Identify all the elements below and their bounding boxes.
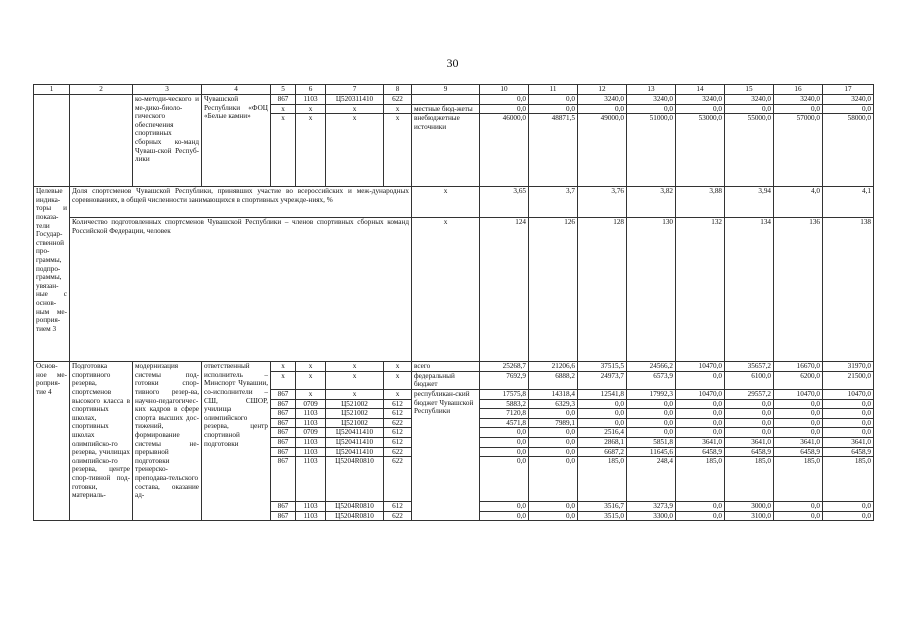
table-cell: х <box>326 389 384 399</box>
value-cell: 3,88 <box>676 187 725 218</box>
column-number: 13 <box>627 85 676 95</box>
table-cell: 612 <box>384 437 412 447</box>
value-cell: 3000,0 <box>725 502 774 512</box>
value-cell: 0,0 <box>676 418 725 428</box>
value-cell: 21500,0 <box>823 371 874 389</box>
value-cell: 3240,0 <box>627 95 676 105</box>
value-cell: 6573,9 <box>627 371 676 389</box>
value-cell: 128 <box>578 218 627 362</box>
value-cell: 37515,5 <box>578 362 627 372</box>
value-cell: 0,0 <box>529 502 578 512</box>
table-cell: Ц520411410 <box>326 428 384 438</box>
value-cell: 10470,0 <box>774 389 823 399</box>
value-cell: 0,0 <box>676 511 725 521</box>
event-title: Основ-ное ме-роприя-тие 4 <box>34 362 70 521</box>
value-cell: 185,0 <box>774 457 823 502</box>
value-cell: 48871,5 <box>529 114 578 187</box>
value-cell: 6458,9 <box>774 447 823 457</box>
table-cell: 867 <box>271 399 296 409</box>
table-cell: 1103 <box>296 409 326 419</box>
indicator-text: Доля спортсменов Чувашской Республики, принявших участие во всероссийских и меж-дународных соревнованиях, в общей численности занимающихся в спортивных учрежде-ниях, % <box>70 187 412 218</box>
executor: Чувашской Республики «ФОЦ «Белые камни» <box>202 95 271 187</box>
value-cell: 0,0 <box>823 428 874 438</box>
table-cell: 867 <box>271 389 296 399</box>
value-cell: 6458,9 <box>676 447 725 457</box>
table-cell: Ц5204R0810 <box>326 502 384 512</box>
table-cell: х <box>326 104 384 114</box>
value-cell: 3,94 <box>725 187 774 218</box>
value-cell: 16670,0 <box>774 362 823 372</box>
value-cell: 3641,0 <box>676 437 725 447</box>
value-cell: 0,0 <box>480 457 529 502</box>
value-cell: 0,0 <box>774 399 823 409</box>
value-cell: 3100,0 <box>725 511 774 521</box>
value-cell: 0,0 <box>529 447 578 457</box>
value-cell: 49000,0 <box>578 114 627 187</box>
table-cell: 867 <box>271 457 296 502</box>
table-cell: 622 <box>384 418 412 428</box>
value-cell: 0,0 <box>725 399 774 409</box>
value-cell: 126 <box>529 218 578 362</box>
value-cell: 0,0 <box>480 104 529 114</box>
value-cell: 0,0 <box>627 428 676 438</box>
value-cell: 0,0 <box>774 104 823 114</box>
table-cell: 867 <box>271 511 296 521</box>
value-cell: 130 <box>627 218 676 362</box>
table-cell: х <box>412 218 480 362</box>
table-cell: Ц520311410 <box>326 95 384 105</box>
table-cell: Ц5204R0810 <box>326 457 384 502</box>
value-cell: 0,0 <box>578 104 627 114</box>
table-cell: х <box>384 114 412 187</box>
table-cell: 867 <box>271 437 296 447</box>
value-cell: 0,0 <box>676 104 725 114</box>
value-cell: 3,65 <box>480 187 529 218</box>
table-cell: х <box>326 362 384 372</box>
value-cell: 3,82 <box>627 187 676 218</box>
value-cell: 6458,9 <box>823 447 874 457</box>
column-number: 14 <box>676 85 725 95</box>
value-cell: 132 <box>676 218 725 362</box>
value-cell: 0,0 <box>529 409 578 419</box>
table-cell: х <box>326 114 384 187</box>
value-cell: 0,0 <box>480 447 529 457</box>
table-cell: 867 <box>271 418 296 428</box>
event-description: ко-методи-ческого и ме-дико-биоло-гического обеспечения спортивных сборных ко-манд Чуваш-ской Респуб-лики <box>133 95 202 187</box>
value-cell: 0,0 <box>676 502 725 512</box>
value-cell: 0,0 <box>676 371 725 389</box>
value-cell: 3240,0 <box>774 95 823 105</box>
value-cell: 0,0 <box>725 104 774 114</box>
table-cell: х <box>296 371 326 389</box>
table-cell: 612 <box>384 409 412 419</box>
event-name: Подготовка спортивного резерва, спортсменов высокого класса в спортивных школах, спортивных школах олимпийско-го резерва, училищах олимпийско-го резерва, центре спор-тивной под-готовки, материаль- <box>70 362 133 521</box>
value-cell: 12541,8 <box>578 389 627 399</box>
column-number: 8 <box>384 85 412 95</box>
value-cell: 3515,0 <box>578 511 627 521</box>
table-cell: х <box>296 362 326 372</box>
value-cell: 3240,0 <box>823 95 874 105</box>
value-cell: 3641,0 <box>725 437 774 447</box>
value-cell: 57000,0 <box>774 114 823 187</box>
value-cell: 0,0 <box>823 502 874 512</box>
table-cell: 622 <box>384 95 412 105</box>
value-cell: 0,0 <box>627 399 676 409</box>
table-cell: 0709 <box>296 428 326 438</box>
table-cell: х <box>296 389 326 399</box>
table-cell: 867 <box>271 95 296 105</box>
table-cell: 867 <box>271 447 296 457</box>
table-cell: 1103 <box>296 502 326 512</box>
table-cell: 867 <box>271 428 296 438</box>
value-cell: 0,0 <box>774 409 823 419</box>
value-cell: 7120,8 <box>480 409 529 419</box>
value-cell: 24973,7 <box>578 371 627 389</box>
value-cell: 55000,0 <box>725 114 774 187</box>
value-cell: 4,0 <box>774 187 823 218</box>
column-number: 12 <box>578 85 627 95</box>
table-row <box>34 218 874 362</box>
value-cell: 4571,8 <box>480 418 529 428</box>
empty-cell <box>70 95 133 187</box>
value-cell: 5851,8 <box>627 437 676 447</box>
value-cell: 3240,0 <box>578 95 627 105</box>
value-cell: 0,0 <box>627 409 676 419</box>
value-cell: 0,0 <box>823 418 874 428</box>
value-cell: 58000,0 <box>823 114 874 187</box>
value-cell: 51000,0 <box>627 114 676 187</box>
value-cell: 185,0 <box>725 457 774 502</box>
value-cell: 0,0 <box>823 399 874 409</box>
table-cell: 1103 <box>296 457 326 502</box>
table-cell: Ц521002 <box>326 399 384 409</box>
table-cell: 1103 <box>296 511 326 521</box>
executor: ответственный исполнитель – Минспорт Чувашии, со-исполнители – СШ, СШОР, училища олимпийского резерва, центр спортивной подготовки <box>202 362 271 521</box>
column-number: 6 <box>296 85 326 95</box>
value-cell: 0,0 <box>676 399 725 409</box>
value-cell: 3300,0 <box>627 511 676 521</box>
value-cell: 46000,0 <box>480 114 529 187</box>
table-cell: 612 <box>384 428 412 438</box>
value-cell: 0,0 <box>529 428 578 438</box>
table-cell: х <box>296 104 326 114</box>
table-cell: 622 <box>384 447 412 457</box>
table-cell: 622 <box>384 457 412 502</box>
value-cell: 5883,2 <box>480 399 529 409</box>
funding-source: республикан-ский бюджет Чувашской Республики <box>412 389 480 520</box>
value-cell: 25268,7 <box>480 362 529 372</box>
value-cell: 124 <box>480 218 529 362</box>
value-cell: 7989,1 <box>529 418 578 428</box>
value-cell: 0,0 <box>823 409 874 419</box>
table-row <box>34 95 874 105</box>
value-cell: 7692,9 <box>480 371 529 389</box>
value-cell: 248,4 <box>627 457 676 502</box>
table-cell: х <box>271 104 296 114</box>
table-cell: х <box>326 371 384 389</box>
value-cell: 0,0 <box>578 409 627 419</box>
value-cell: 0,0 <box>480 428 529 438</box>
value-cell: 0,0 <box>627 104 676 114</box>
value-cell: 6458,9 <box>725 447 774 457</box>
value-cell: 0,0 <box>627 418 676 428</box>
funding-source: всего <box>412 362 480 372</box>
table-cell: Ц521002 <box>326 418 384 428</box>
value-cell: 0,0 <box>823 511 874 521</box>
value-cell: 3240,0 <box>725 95 774 105</box>
value-cell: 2516,4 <box>578 428 627 438</box>
empty-cell <box>34 95 70 187</box>
column-number: 7 <box>326 85 384 95</box>
value-cell: 0,0 <box>480 511 529 521</box>
table-cell: х <box>384 104 412 114</box>
value-cell: 0,0 <box>725 428 774 438</box>
value-cell: 4,1 <box>823 187 874 218</box>
value-cell: 0,0 <box>725 409 774 419</box>
value-cell: 11645,6 <box>627 447 676 457</box>
value-cell: 0,0 <box>480 502 529 512</box>
event-description: модернизация системы под-готовки спор-тивного резер-ва, научно-педагогичес-ких кадров в сфере спорта высших дос-тижений, формирование системы не-прерывной подготовки тренерско-преподава-тельского состава, оказание ад- <box>133 362 202 521</box>
value-cell: 138 <box>823 218 874 362</box>
value-cell: 3641,0 <box>774 437 823 447</box>
value-cell: 21206,6 <box>529 362 578 372</box>
funding-source: внебюджетные источники <box>412 114 480 187</box>
value-cell: 53000,0 <box>676 114 725 187</box>
column-number: 15 <box>725 85 774 95</box>
table-cell: 1103 <box>296 95 326 105</box>
table-cell: х <box>271 362 296 372</box>
funding-source: федеральный бюджет <box>412 371 480 389</box>
value-cell: 6888,2 <box>529 371 578 389</box>
page-number: 30 <box>446 56 459 70</box>
funding-source <box>412 95 480 105</box>
column-number: 3 <box>133 85 202 95</box>
value-cell: 3273,9 <box>627 502 676 512</box>
value-cell: 0,0 <box>529 457 578 502</box>
value-cell: 2868,1 <box>578 437 627 447</box>
value-cell: 136 <box>774 218 823 362</box>
table-cell: х <box>384 389 412 399</box>
value-cell: 185,0 <box>676 457 725 502</box>
table-cell: Ц520411410 <box>326 437 384 447</box>
value-cell: 6329,3 <box>529 399 578 409</box>
column-number: 9 <box>412 85 480 95</box>
table-cell: 1103 <box>296 418 326 428</box>
value-cell: 10470,0 <box>676 362 725 372</box>
targets-label: Целевые индика-торы и показа-тели Государ-ственной про-граммы, подпро-граммы, увязан-ные с основ-ным ме-роприя-тием 3 <box>34 187 70 362</box>
value-cell: 0,0 <box>774 502 823 512</box>
header-row <box>34 85 874 95</box>
value-cell: 29557,2 <box>725 389 774 399</box>
value-cell: 0,0 <box>578 418 627 428</box>
table-cell: х <box>412 187 480 218</box>
value-cell: 10470,0 <box>823 389 874 399</box>
program-table <box>33 84 874 521</box>
value-cell: 134 <box>725 218 774 362</box>
column-number: 16 <box>774 85 823 95</box>
table-cell: 612 <box>384 399 412 409</box>
table-cell: 1103 <box>296 447 326 457</box>
value-cell: 0,0 <box>480 95 529 105</box>
value-cell: 6687,2 <box>578 447 627 457</box>
value-cell: 0,0 <box>774 418 823 428</box>
funding-source: местные бюд-жеты <box>412 104 480 114</box>
table-cell: х <box>384 371 412 389</box>
table-cell: 612 <box>384 502 412 512</box>
value-cell: 14318,4 <box>529 389 578 399</box>
value-cell: 6200,0 <box>774 371 823 389</box>
value-cell: 185,0 <box>823 457 874 502</box>
column-number: 11 <box>529 85 578 95</box>
table-cell: Ц520411410 <box>326 447 384 457</box>
value-cell: 17575,8 <box>480 389 529 399</box>
value-cell: 10470,0 <box>676 389 725 399</box>
value-cell: 3641,0 <box>823 437 874 447</box>
table-cell: х <box>271 371 296 389</box>
value-cell: 24566,2 <box>627 362 676 372</box>
column-number: 4 <box>202 85 271 95</box>
value-cell: 17992,3 <box>627 389 676 399</box>
table-cell: х <box>384 362 412 372</box>
column-number: 1 <box>34 85 70 95</box>
value-cell: 35657,2 <box>725 362 774 372</box>
table-cell: х <box>271 114 296 187</box>
value-cell: 3,7 <box>529 187 578 218</box>
value-cell: 0,0 <box>774 511 823 521</box>
value-cell: 0,0 <box>529 104 578 114</box>
table-cell: 867 <box>271 409 296 419</box>
value-cell: 3516,7 <box>578 502 627 512</box>
value-cell: 0,0 <box>725 418 774 428</box>
value-cell: 0,0 <box>480 437 529 447</box>
value-cell: 6100,0 <box>725 371 774 389</box>
table-cell: х <box>296 114 326 187</box>
column-number: 2 <box>70 85 133 95</box>
table-row <box>34 362 874 372</box>
table-cell: 622 <box>384 511 412 521</box>
column-number: 10 <box>480 85 529 95</box>
indicator-text: Количество подготовленных спортсменов Чувашской Республики – членов спортивных сборных команд Российской Федерации, человек <box>70 218 412 362</box>
column-number: 5 <box>271 85 296 95</box>
value-cell: 31970,0 <box>823 362 874 372</box>
value-cell: 0,0 <box>676 409 725 419</box>
column-number: 17 <box>823 85 874 95</box>
value-cell: 0,0 <box>529 511 578 521</box>
value-cell: 3240,0 <box>676 95 725 105</box>
table-cell: Ц5204R0810 <box>326 511 384 521</box>
table-cell: 867 <box>271 502 296 512</box>
table-cell: 0709 <box>296 399 326 409</box>
value-cell: 0,0 <box>578 399 627 409</box>
value-cell: 0,0 <box>529 95 578 105</box>
value-cell: 3,76 <box>578 187 627 218</box>
table-row <box>34 187 874 218</box>
table-cell: Ц521002 <box>326 409 384 419</box>
table-cell: 1103 <box>296 437 326 447</box>
value-cell: 0,0 <box>529 437 578 447</box>
value-cell: 0,0 <box>676 428 725 438</box>
value-cell: 0,0 <box>774 428 823 438</box>
value-cell: 185,0 <box>578 457 627 502</box>
value-cell: 0,0 <box>823 104 874 114</box>
